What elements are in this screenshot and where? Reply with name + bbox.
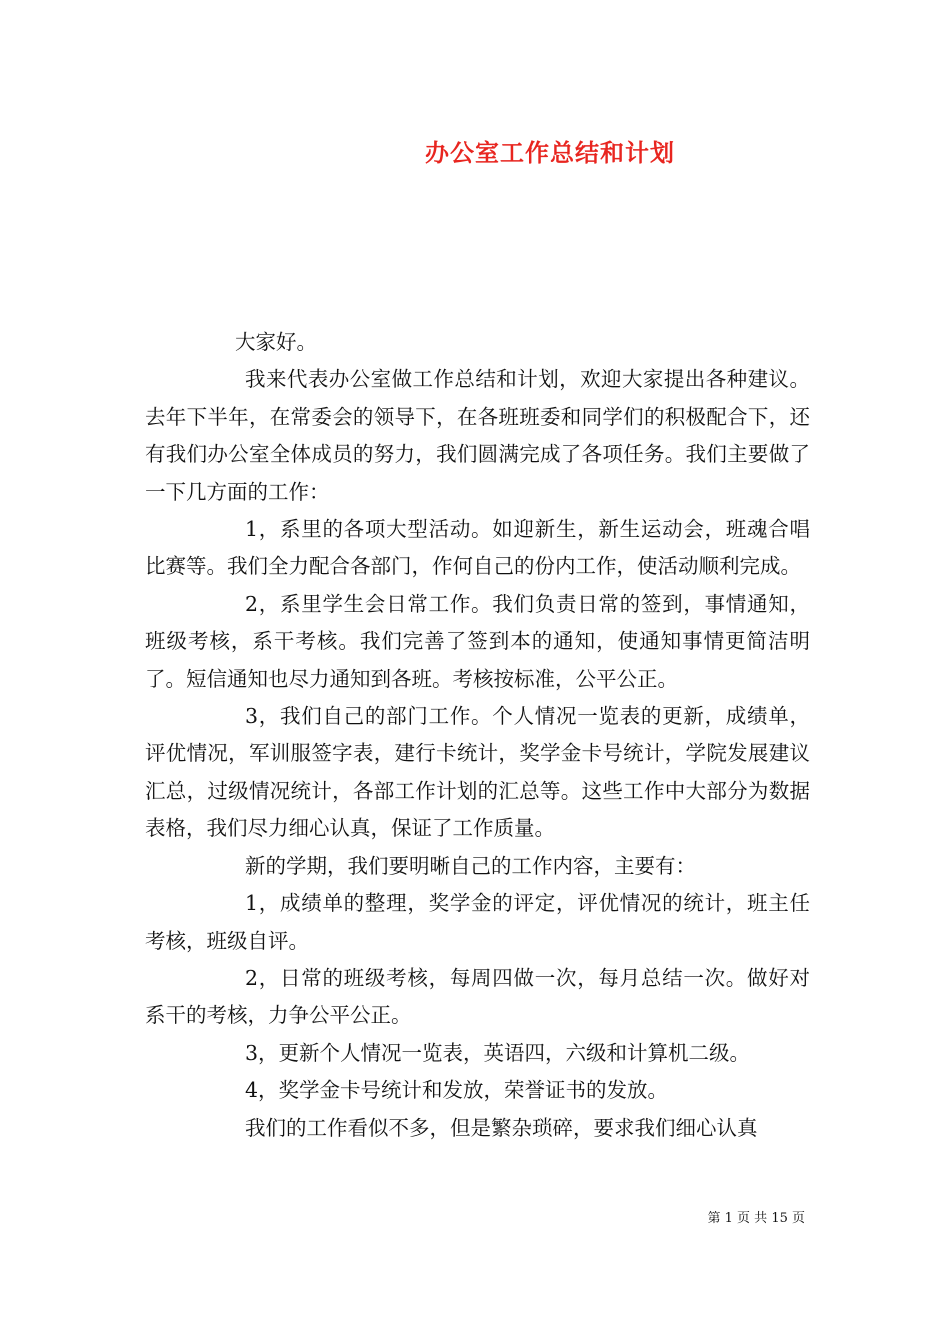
paragraph-plan-4: 4，奖学金卡号统计和发放，荣誉证书的发放。	[245, 1078, 669, 1103]
paragraph-closing: 我们的工作看似不多，但是繁杂琐碎，要求我们细心认真	[245, 1115, 758, 1140]
paragraph-plan-2: 2，日常的班级考核，每周四做一次，每月总结一次。做好对系干的考核，力争公平公正。	[145, 965, 810, 1028]
paragraph-intro: 我来代表办公室做工作总结和计划，欢迎大家提出各种建议。去年下半年，在常委会的领导下，在各班班委和同学们的积极配合下，还有我们办公室全体成员的努力，我们圆满完成了各项任务。我们主要做了一下几方面的工作：	[145, 367, 810, 504]
document-title: 办公室工作总结和计划	[425, 138, 675, 167]
document-body	[145, 324, 810, 1147]
paragraph-item-3: 3，我们自己的部门工作。个人情况一览表的更新，成绩单，评优情况，军训服签字表，建行卡统计，奖学金卡号统计，学院发展建议汇总，过级情况统计，各部工作计划的汇总等。这些工作中大部分为数据表格，我们尽力细心认真，保证了工作质量。	[145, 704, 810, 841]
paragraph-item-2: 2，系里学生会日常工作。我们负责日常的签到，事情通知，班级考核，系干考核。我们完善了签到本的通知，使通知事情更简洁明了。短信通知也尽力通知到各班。考核按标准，公平公正。	[145, 591, 810, 691]
paragraph-plan-1: 1，成绩单的整理，奖学金的评定，评优情况的统计，班主任考核，班级自评。	[145, 891, 810, 953]
paragraph-plan-3: 3，更新个人情况一览表，英语四，六级和计算机二级。	[245, 1040, 751, 1065]
page-footer: 第 1 页 共 15 页	[707, 1211, 805, 1226]
paragraph-item-1: 1，系里的各项大型活动。如迎新生，新生运动会，班魂合唱比赛等。我们全力配合各部门，作何自己的份内工作，使活动顺利完成。	[145, 517, 810, 579]
paragraph-new-term: 新的学期，我们要明晰自己的工作内容，主要有：	[245, 853, 696, 878]
greeting-paragraph: 大家好。	[235, 330, 317, 354]
